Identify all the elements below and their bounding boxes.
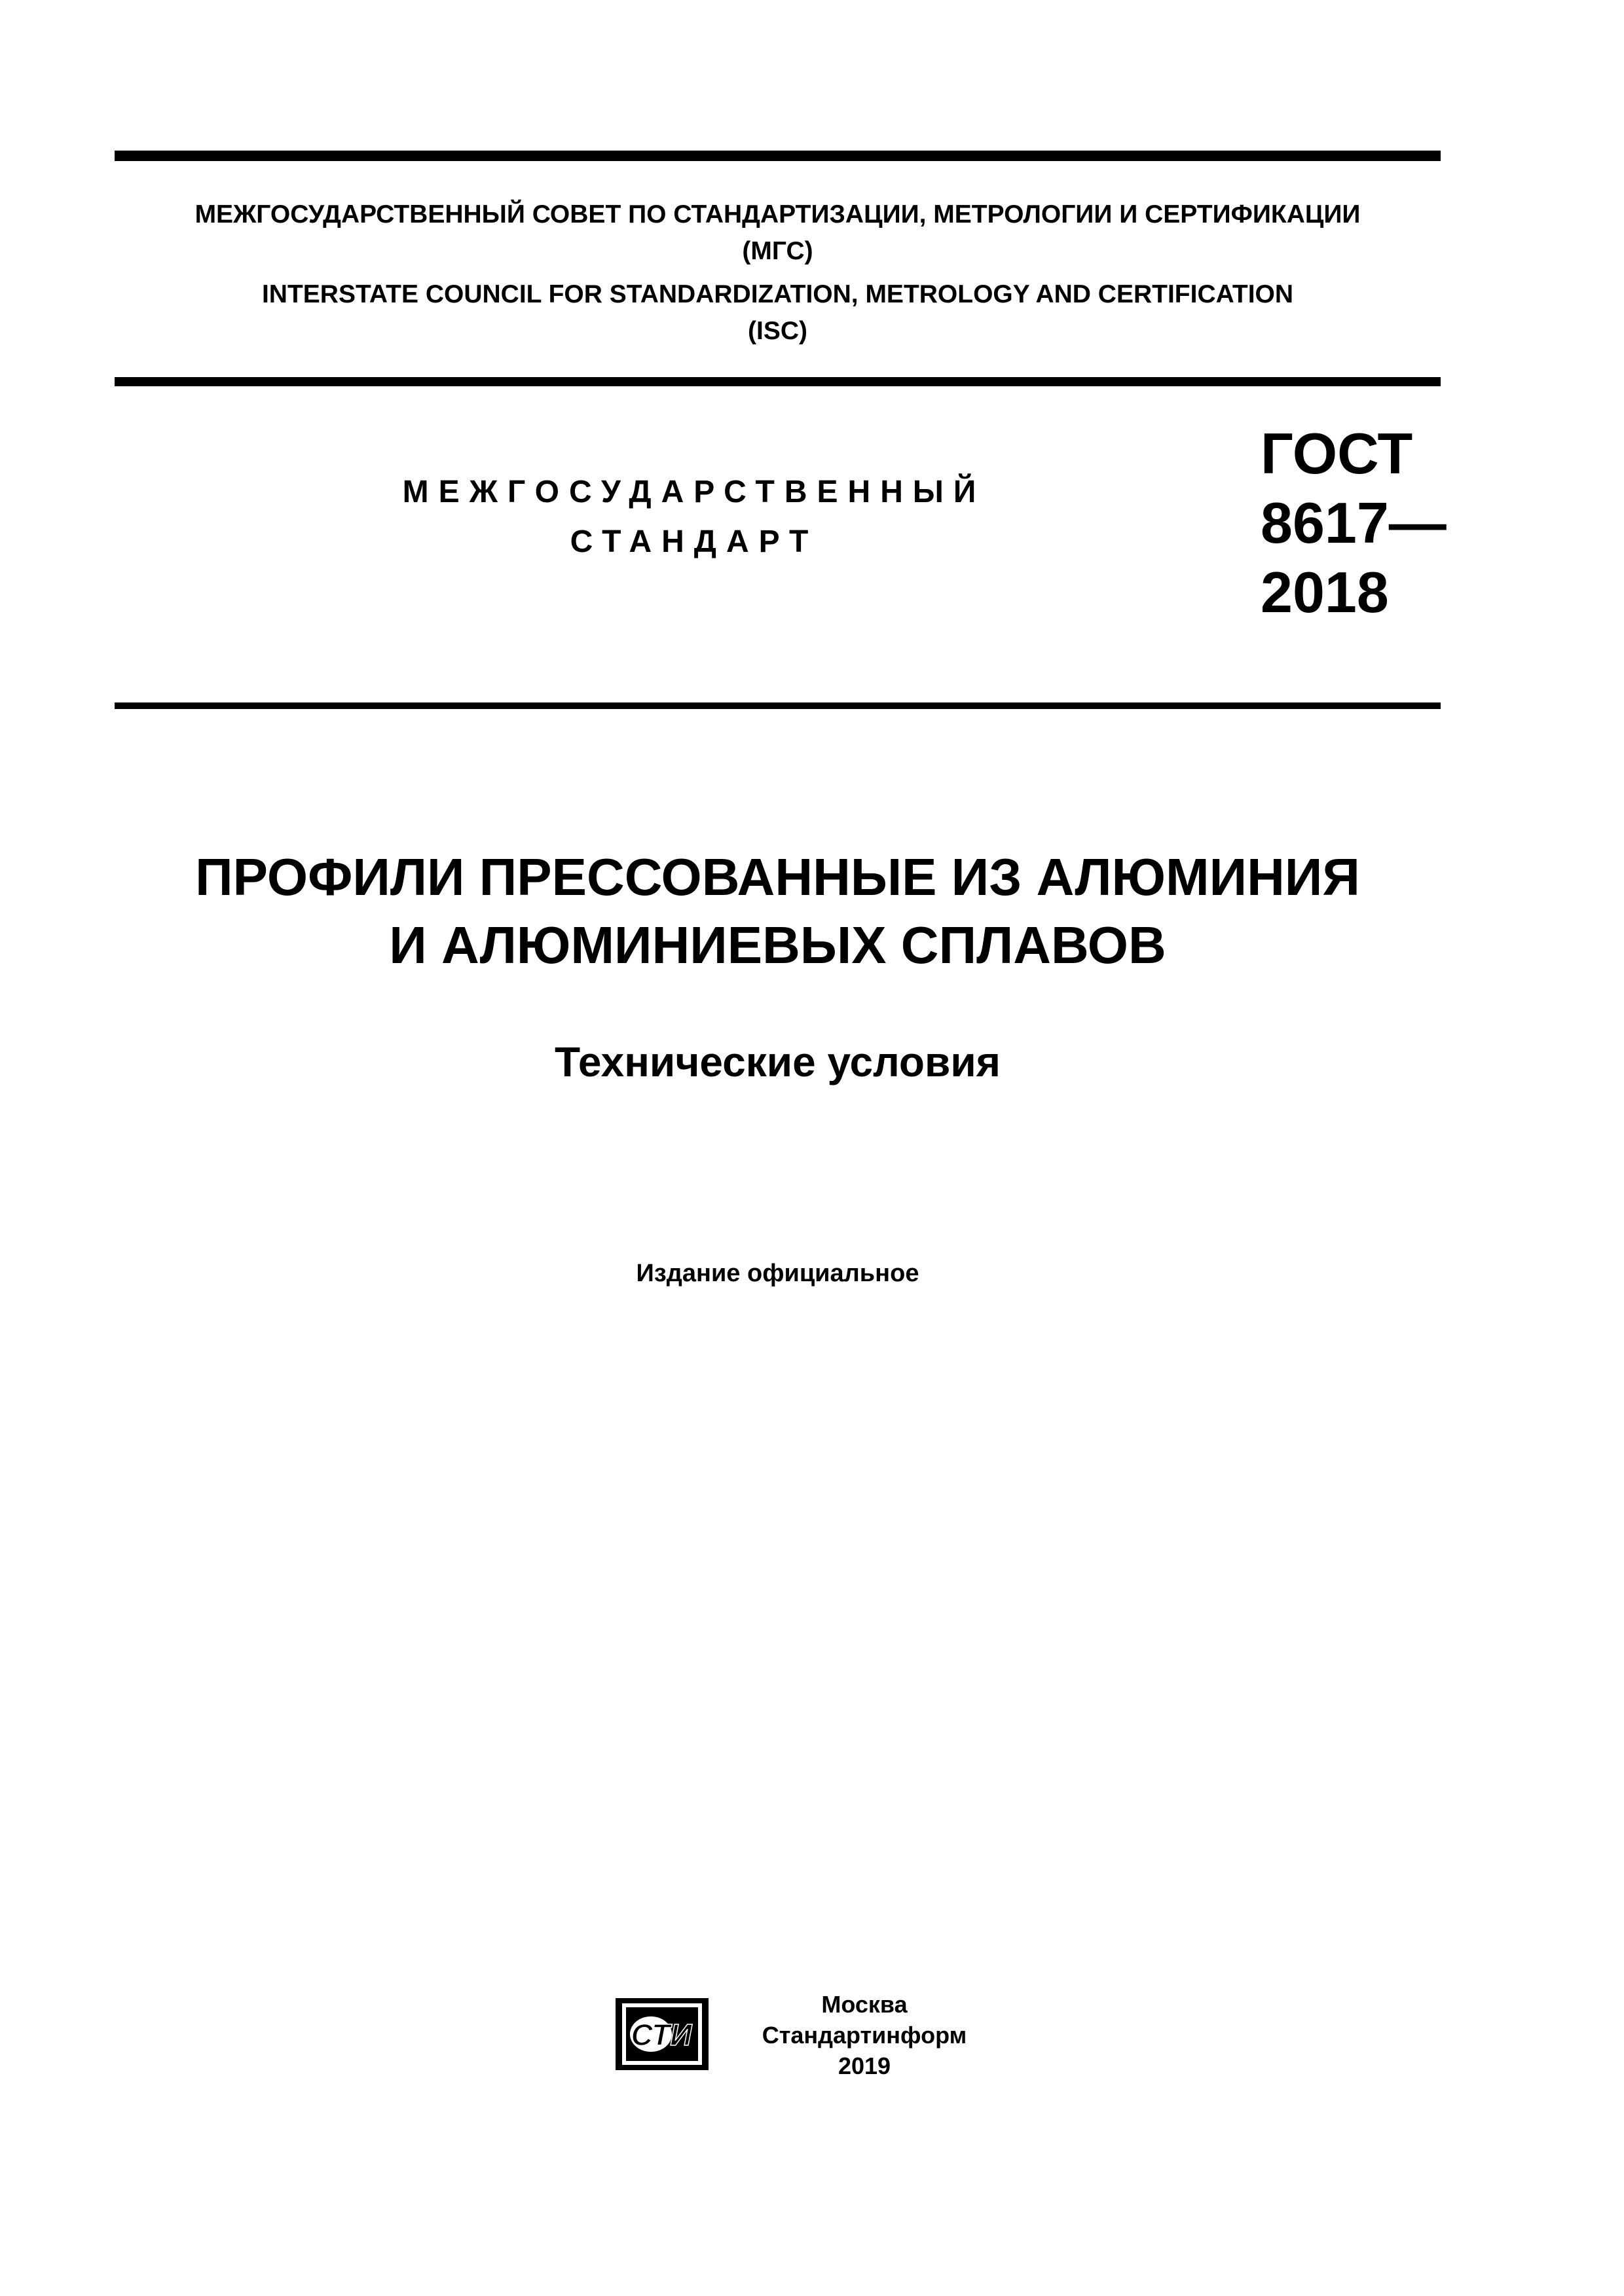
council-name-en [115,276,1441,350]
edition-label: Издание официальное [636,1260,919,1287]
council-name-en-line1: INTERSTATE COUNCIL FOR STANDARDIZATION, METROLOGY AND CERTIFICATION [261,280,1294,308]
council-abbr-ru: (МГС) [742,237,813,265]
document-title [115,843,1441,979]
council-abbr-en: (ISC) [748,317,807,345]
lower-divider [115,702,1441,709]
council-name-ru-line1: МЕЖГОСУДАРСТВЕННЫЙ СОВЕТ ПО СТАНДАРТИЗАЦИИ, МЕТРОЛОГИИ И СЕРТИФИКАЦИИ [194,200,1361,228]
standard-designation [1261,419,1447,627]
standard-type-line1: МЕЖГОСУДАРСТВЕННЫЙ [402,475,986,509]
title-line1: ПРОФИЛИ ПРЕССОВАННЫЕ ИЗ АЛЮМИНИЯ [195,848,1360,906]
publisher-year: 2019 [838,2052,891,2079]
designation-line1: ГОСТ [1261,421,1413,486]
designation-line2: 8617— [1261,490,1447,555]
designation-line3: 2018 [1261,560,1389,625]
standartinform-logo-icon [616,1998,709,2070]
publisher-block [714,1989,1015,2081]
title-line2: И АЛЮМИНИЕВЫХ СПЛАВОВ [389,916,1166,974]
middle-divider [115,377,1441,386]
publisher-name: Стандартинформ [762,2022,967,2049]
publisher-city: Москва [821,1991,908,2018]
document-subtitle: Технические условия [554,1038,1001,1085]
logo-lettering: СТИ [631,2018,692,2052]
top-divider [115,151,1441,161]
standard-type-line2: СТАНДАРТ [570,524,819,559]
council-name-ru [115,196,1441,270]
